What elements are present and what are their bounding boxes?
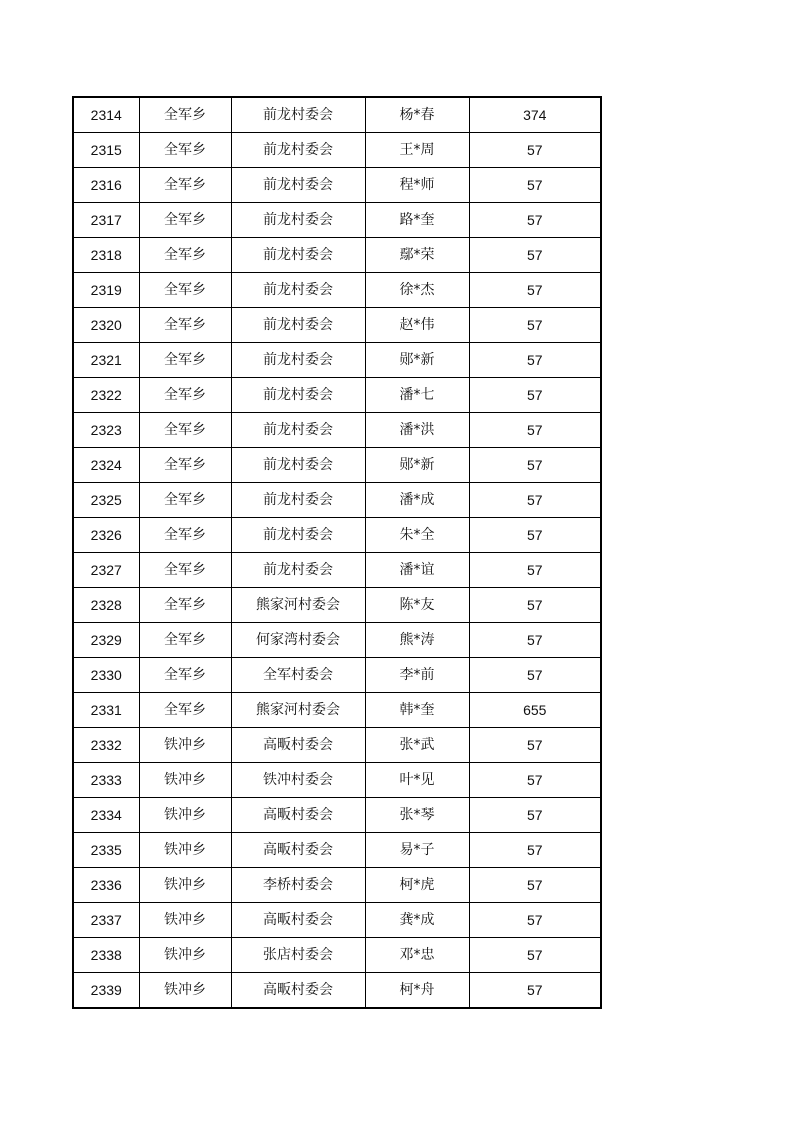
table-row [73,343,601,378]
cell-amount: 57 [469,238,601,273]
cell-serial-number: 2319 [73,273,139,308]
cell-amount: 57 [469,868,601,903]
cell-person-name: 张*琴 [365,798,469,833]
table-row [73,238,601,273]
cell-township: 全军乡 [139,553,231,588]
table-row [73,728,601,763]
cell-person-name: 郧*新 [365,343,469,378]
table-row [73,553,601,588]
cell-amount: 57 [469,763,601,798]
table-row [73,588,601,623]
cell-village-committee: 何家湾村委会 [231,623,365,658]
cell-person-name: 赵*伟 [365,308,469,343]
cell-amount: 57 [469,203,601,238]
cell-serial-number: 2333 [73,763,139,798]
cell-serial-number: 2315 [73,133,139,168]
cell-village-committee: 高畈村委会 [231,728,365,763]
table-row [73,833,601,868]
table-row [73,448,601,483]
cell-serial-number: 2330 [73,658,139,693]
cell-person-name: 陈*友 [365,588,469,623]
cell-person-name: 朱*全 [365,518,469,553]
cell-village-committee: 前龙村委会 [231,483,365,518]
cell-person-name: 潘*洪 [365,413,469,448]
table-row [73,168,601,203]
cell-village-committee: 前龙村委会 [231,133,365,168]
cell-serial-number: 2334 [73,798,139,833]
cell-township: 全军乡 [139,693,231,728]
cell-serial-number: 2331 [73,693,139,728]
cell-person-name: 鄢*荣 [365,238,469,273]
cell-amount: 57 [469,308,601,343]
cell-amount: 57 [469,903,601,938]
table-row [73,133,601,168]
cell-village-committee: 前龙村委会 [231,518,365,553]
cell-person-name: 潘*谊 [365,553,469,588]
table-row [73,378,601,413]
cell-township: 全军乡 [139,133,231,168]
cell-person-name: 路*奎 [365,203,469,238]
cell-township: 全军乡 [139,623,231,658]
cell-amount: 57 [469,448,601,483]
cell-amount: 57 [469,973,601,1009]
cell-person-name: 柯*舟 [365,973,469,1009]
cell-village-committee: 铁冲村委会 [231,763,365,798]
records-table-body [73,97,601,1008]
cell-amount: 57 [469,273,601,308]
cell-person-name: 徐*杰 [365,273,469,308]
cell-township: 全军乡 [139,203,231,238]
table-row [73,763,601,798]
cell-township: 铁冲乡 [139,763,231,798]
cell-township: 全军乡 [139,518,231,553]
cell-amount: 57 [469,798,601,833]
cell-person-name: 易*子 [365,833,469,868]
cell-serial-number: 2321 [73,343,139,378]
cell-village-committee: 前龙村委会 [231,308,365,343]
cell-village-committee: 前龙村委会 [231,553,365,588]
cell-person-name: 程*师 [365,168,469,203]
cell-township: 全军乡 [139,378,231,413]
cell-township: 全军乡 [139,448,231,483]
cell-amount: 57 [469,343,601,378]
cell-serial-number: 2314 [73,97,139,133]
cell-township: 全军乡 [139,343,231,378]
cell-person-name: 柯*虎 [365,868,469,903]
cell-township: 全军乡 [139,483,231,518]
cell-serial-number: 2337 [73,903,139,938]
cell-amount: 57 [469,378,601,413]
cell-village-committee: 前龙村委会 [231,203,365,238]
cell-township: 全军乡 [139,97,231,133]
cell-person-name: 熊*涛 [365,623,469,658]
table-row [73,203,601,238]
cell-serial-number: 2316 [73,168,139,203]
table-row [73,658,601,693]
cell-serial-number: 2327 [73,553,139,588]
cell-serial-number: 2317 [73,203,139,238]
cell-village-committee: 张店村委会 [231,938,365,973]
cell-township: 铁冲乡 [139,903,231,938]
cell-village-committee: 全军村委会 [231,658,365,693]
cell-township: 全军乡 [139,238,231,273]
cell-village-committee: 前龙村委会 [231,448,365,483]
cell-serial-number: 2326 [73,518,139,553]
cell-person-name: 龚*成 [365,903,469,938]
cell-township: 全军乡 [139,588,231,623]
cell-village-committee: 高畈村委会 [231,798,365,833]
cell-village-committee: 前龙村委会 [231,273,365,308]
cell-township: 铁冲乡 [139,833,231,868]
cell-village-committee: 前龙村委会 [231,413,365,448]
cell-person-name: 杨*春 [365,97,469,133]
cell-village-committee: 熊家河村委会 [231,693,365,728]
cell-amount: 374 [469,97,601,133]
cell-village-committee: 前龙村委会 [231,97,365,133]
cell-serial-number: 2325 [73,483,139,518]
cell-township: 全军乡 [139,658,231,693]
cell-person-name: 潘*七 [365,378,469,413]
cell-person-name: 韩*奎 [365,693,469,728]
cell-serial-number: 2329 [73,623,139,658]
cell-amount: 57 [469,728,601,763]
cell-amount: 655 [469,693,601,728]
cell-village-committee: 李桥村委会 [231,868,365,903]
table-row [73,623,601,658]
table-row [73,903,601,938]
cell-person-name: 叶*见 [365,763,469,798]
cell-serial-number: 2332 [73,728,139,763]
cell-township: 铁冲乡 [139,798,231,833]
cell-person-name: 李*前 [365,658,469,693]
cell-amount: 57 [469,518,601,553]
cell-serial-number: 2328 [73,588,139,623]
cell-amount: 57 [469,168,601,203]
cell-amount: 57 [469,833,601,868]
cell-amount: 57 [469,938,601,973]
cell-township: 铁冲乡 [139,973,231,1009]
cell-village-committee: 前龙村委会 [231,343,365,378]
table-row [73,308,601,343]
cell-township: 全军乡 [139,413,231,448]
cell-serial-number: 2323 [73,413,139,448]
cell-township: 铁冲乡 [139,728,231,763]
cell-village-committee: 前龙村委会 [231,238,365,273]
cell-village-committee: 高畈村委会 [231,833,365,868]
table-row [73,973,601,1009]
cell-township: 全军乡 [139,308,231,343]
cell-amount: 57 [469,133,601,168]
cell-person-name: 潘*成 [365,483,469,518]
cell-amount: 57 [469,553,601,588]
table-row [73,693,601,728]
cell-village-committee: 熊家河村委会 [231,588,365,623]
table-row [73,97,601,133]
cell-person-name: 王*周 [365,133,469,168]
cell-village-committee: 高畈村委会 [231,903,365,938]
table-row [73,483,601,518]
cell-village-committee: 前龙村委会 [231,378,365,413]
cell-amount: 57 [469,483,601,518]
table-row [73,518,601,553]
cell-person-name: 张*武 [365,728,469,763]
table-row [73,868,601,903]
cell-serial-number: 2322 [73,378,139,413]
table-row [73,413,601,448]
cell-serial-number: 2336 [73,868,139,903]
cell-serial-number: 2320 [73,308,139,343]
cell-amount: 57 [469,588,601,623]
table-row [73,273,601,308]
cell-village-committee: 高畈村委会 [231,973,365,1009]
cell-serial-number: 2339 [73,973,139,1009]
cell-amount: 57 [469,658,601,693]
cell-person-name: 郧*新 [365,448,469,483]
cell-township: 全军乡 [139,273,231,308]
cell-township: 铁冲乡 [139,938,231,973]
cell-serial-number: 2335 [73,833,139,868]
cell-serial-number: 2338 [73,938,139,973]
cell-serial-number: 2324 [73,448,139,483]
records-table [72,96,602,1009]
cell-village-committee: 前龙村委会 [231,168,365,203]
table-row [73,798,601,833]
cell-amount: 57 [469,413,601,448]
table-row [73,938,601,973]
cell-serial-number: 2318 [73,238,139,273]
cell-township: 全军乡 [139,168,231,203]
cell-township: 铁冲乡 [139,868,231,903]
cell-person-name: 邓*忠 [365,938,469,973]
cell-amount: 57 [469,623,601,658]
